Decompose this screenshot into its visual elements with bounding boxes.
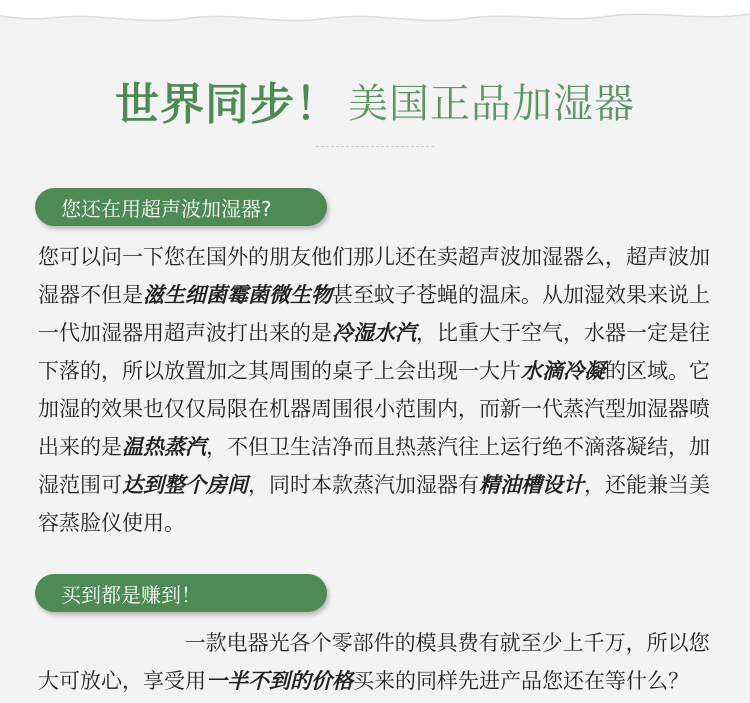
section-heading-text: 您还在用超声波加湿器? xyxy=(61,196,272,221)
title-subline-decoration xyxy=(300,144,450,148)
body-text: 您可以问一下您在国外的朋友他们那儿还在卖超声波加湿器么，超声波加湿器不但是 xyxy=(38,245,710,307)
body-text: 的区域。它加湿的效果也仅仅局限在机器周围很小范围内，而新一代蒸汽型加湿器喷出来的是 xyxy=(38,359,710,459)
emphasis-text: 滋生细菌霉菌微生物 xyxy=(143,283,332,307)
body-text: ，不但卫生洁净而且热蒸汽往上运行绝不滴落凝结，加湿范围可 xyxy=(38,435,710,497)
title-bold-text: 世界同步！ xyxy=(115,79,340,130)
top-wave-decoration xyxy=(0,0,750,60)
emphasis-text: 达到整个房间 xyxy=(122,473,248,497)
page-title xyxy=(0,70,750,130)
body-text: 一款电器光各个零部件的模具费有就至少上千万，所以您大可放心，享受用 xyxy=(38,631,710,693)
section-heading-value xyxy=(35,574,327,612)
emphasis-text: 一半不到的价格 xyxy=(206,669,353,693)
section-heading-ultrasonic xyxy=(35,188,327,226)
emphasis-text: 冷湿水汽 xyxy=(332,321,416,345)
body-text: ，同时本款蒸汽加湿器有 xyxy=(248,473,479,497)
title-light-text: 美国正品加湿器 xyxy=(348,80,635,127)
body-text: ，比重大于空气，水器一定是往下落的，所以放置加之其周围的桌子上会出现一大片 xyxy=(38,321,710,383)
emphasis-text: 精油槽设计 xyxy=(479,473,584,497)
emphasis-text: 温热蒸汽 xyxy=(122,435,206,459)
section-paragraph-value xyxy=(38,624,728,700)
body-text: 买来的同样先进产品您还在等什么？ xyxy=(353,669,689,693)
section-heading-text: 买到都是赚到！ xyxy=(61,582,201,607)
emphasis-text: 水滴冷凝 xyxy=(521,359,605,383)
section-paragraph-ultrasonic xyxy=(38,238,728,542)
body-text: ，还能兼当美容蒸脸仪使用。 xyxy=(38,473,710,535)
body-text: 甚至蚊子苍蝇的温床。从加湿效果来说上一代加湿器用超声波打出来的是 xyxy=(38,283,710,345)
